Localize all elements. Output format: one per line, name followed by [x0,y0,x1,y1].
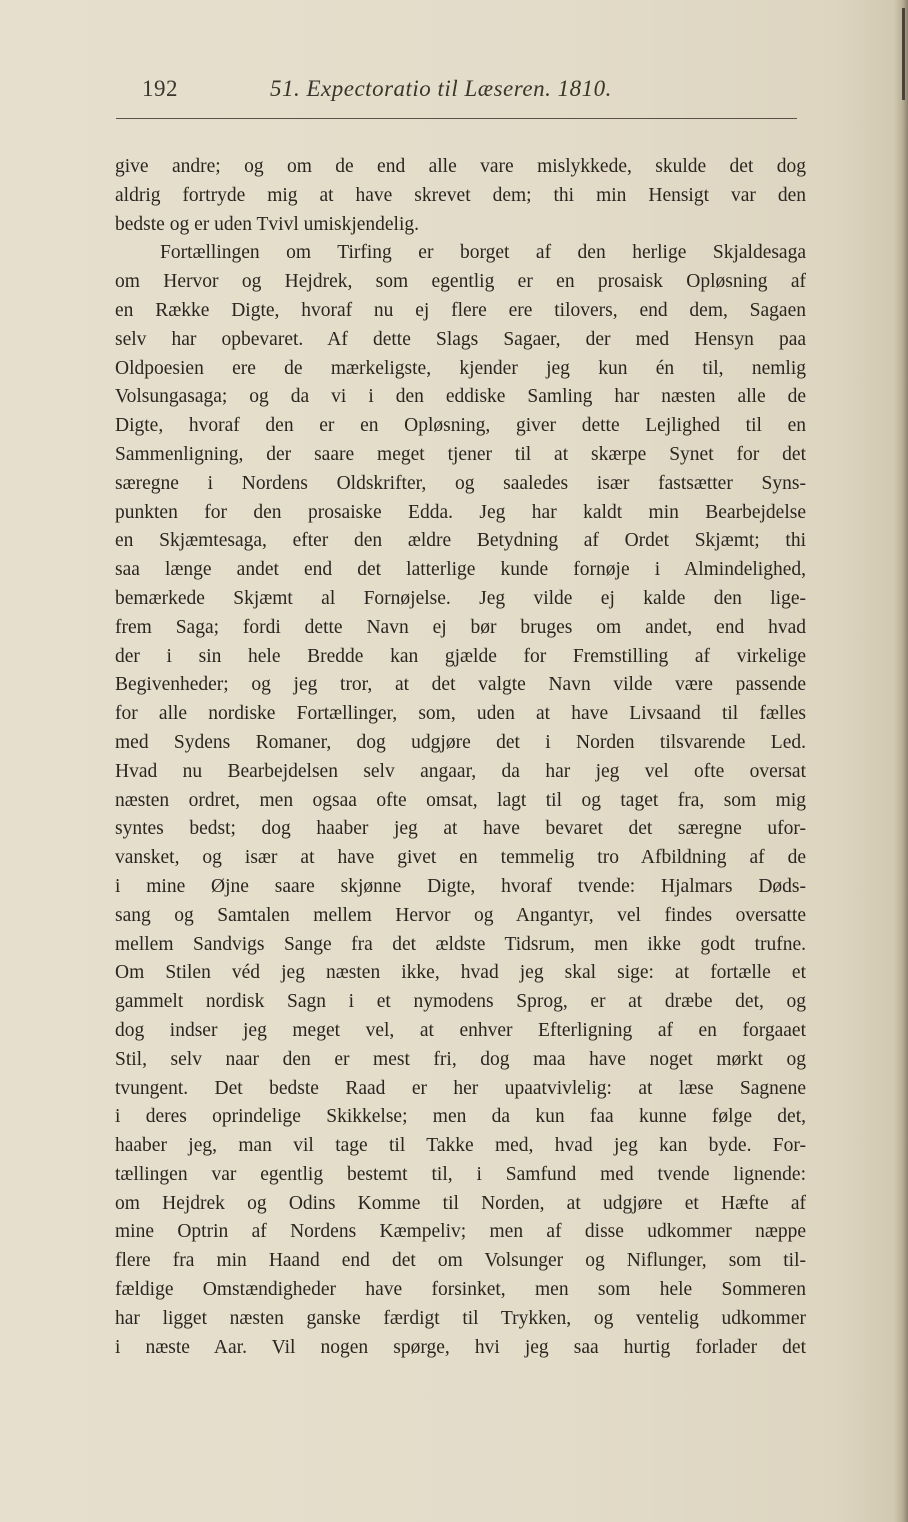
edge-mark [902,8,905,100]
text-line: i mine Øjne saare skjønne Digte, hvoraf tvende: Hjalmars Døds- [115,875,806,897]
text-line: mine Optrin af Nordens Kæmpeliv; men af disse udkommer næppe [115,1221,806,1243]
text-line: syntes bedst; dog haaber jeg at have bevaret det særegne ufor- [115,818,806,840]
text-line: Begivenheder; og jeg tror, at det valgte Navn vilde være passende [115,674,806,696]
text-line: Digte, hvoraf den er en Opløsning, giver dette Lejlighed til en [115,415,806,437]
text-line: fældige Omstændigheder have forsinket, men som hele Sommeren [115,1279,806,1301]
text-line: Fortællingen om Tirfing er borget af den herlige Skjaldesaga [160,242,806,264]
body-text [115,153,806,1362]
text-line: Sammenligning, der saare meget tjener til at skærpe Synet for det [115,443,806,465]
text-line: tællingen var egentlig bestemt til, i Samfund med tvende lignende: [115,1163,806,1185]
text-line: næsten ordret, men ogsaa ofte omsat, lagt til og taget fra, som mig [115,789,806,811]
text-line: om Hervor og Hejdrek, som egentlig er en prosaisk Opløsning af [115,271,806,293]
running-title: 51. Expectoratio til Læseren. 1810. [270,76,612,101]
text-line: har ligget næsten ganske færdigt til Trykken, og ventelig udkommer [115,1307,806,1329]
text-line: i næste Aar. Vil nogen spørge, hvi jeg saa hurtig forlader det [115,1336,806,1358]
text-line: gammelt nordisk Sagn i et nymodens Sprog, er at dræbe det, og [115,991,806,1013]
text-line: give andre; og om de end alle vare mislykkede, skulde det dog [115,156,806,177]
text-line: haaber jeg, man vil tage til Takke med, hvad jeg kan byde. For- [115,1135,806,1157]
text-line: en Række Digte, hvoraf nu ej flere ere tilovers, end dem, Sagaen [115,299,806,321]
page-number: 192 [142,76,178,101]
text-line: saa længe andet end det latterlige kunde fornøje i Almindelighed, [115,559,806,581]
text-line: Om Stilen véd jeg næsten ikke, hvad jeg skal sige: at fortælle et [115,962,806,984]
text-line: sang og Samtalen mellem Hervor og Angantyr, vel findes oversatte [115,904,806,926]
text-line: særegne i Nordens Oldskrifter, og saaledes især fastsætter Syns- [115,472,806,494]
text-line: i deres oprindelige Skikkelse; men da kun faa kunne følge det, [115,1106,806,1128]
text-line: Volsungasaga; og da vi i den eddiske Samling har næsten alle de [115,386,806,408]
text-line: mellem Sandvigs Sange fra det ældste Tidsrum, men ikke godt trufne. [115,933,806,955]
text-line: der i sin hele Bredde kan gjælde for Fremstilling af virkelige [115,645,806,667]
page-edge-shadow [894,0,908,1522]
text-line: bemærkede Skjæmt al Fornøjelse. Jeg vilde ej kalde den lige- [115,587,806,609]
text-line: dog indser jeg meget vel, at enhver Efterligning af en forgaaet [115,1019,806,1041]
text-line: punkten for den prosaiske Edda. Jeg har kaldt min Bearbejdelse [115,501,806,523]
text-line: en Skjæmtesaga, efter den ældre Betydning af Ordet Skjæmt; thi [115,530,806,552]
text-line: Stil, selv naar den er mest fri, dog maa have noget mørkt og [115,1048,806,1070]
running-head [142,76,762,106]
text-line: vansket, og især at have givet en temmelig tro Afbildning af de [115,847,806,869]
text-line: med Sydens Romaner, dog udgjøre det i Norden tilsvarende Led. [115,731,806,753]
text-line: for alle nordiske Fortællinger, som, uden at have Livsaand til fælles [115,703,806,725]
text-line: aldrig fortryde mig at have skrevet dem; thi min Hensigt var den [115,184,806,206]
text-line: flere fra min Haand end det om Volsunger og Niflunger, som til- [115,1250,806,1272]
header-rule [116,118,797,119]
text-line: tvungent. Det bedste Raad er her upaatvivlelig: at læse Sagnene [115,1077,806,1099]
text-line: om Hejdrek og Odins Komme til Norden, at udgjøre et Hæfte af [115,1192,806,1214]
text-line: Oldpoesien ere de mærkeligste, kjender jeg kun én til, nemlig [115,357,806,379]
text-line: selv har opbevaret. Af dette Slags Sagaer, der med Hensyn paa [115,328,806,350]
text-line: Hvad nu Bearbejdelsen selv angaar, da har jeg vel ofte oversat [115,760,806,782]
text-line: bedste og er uden Tvivl umiskjendelig. [115,213,420,235]
text-line: frem Saga; fordi dette Navn ej bør bruges om andet, end hvad [115,616,806,638]
